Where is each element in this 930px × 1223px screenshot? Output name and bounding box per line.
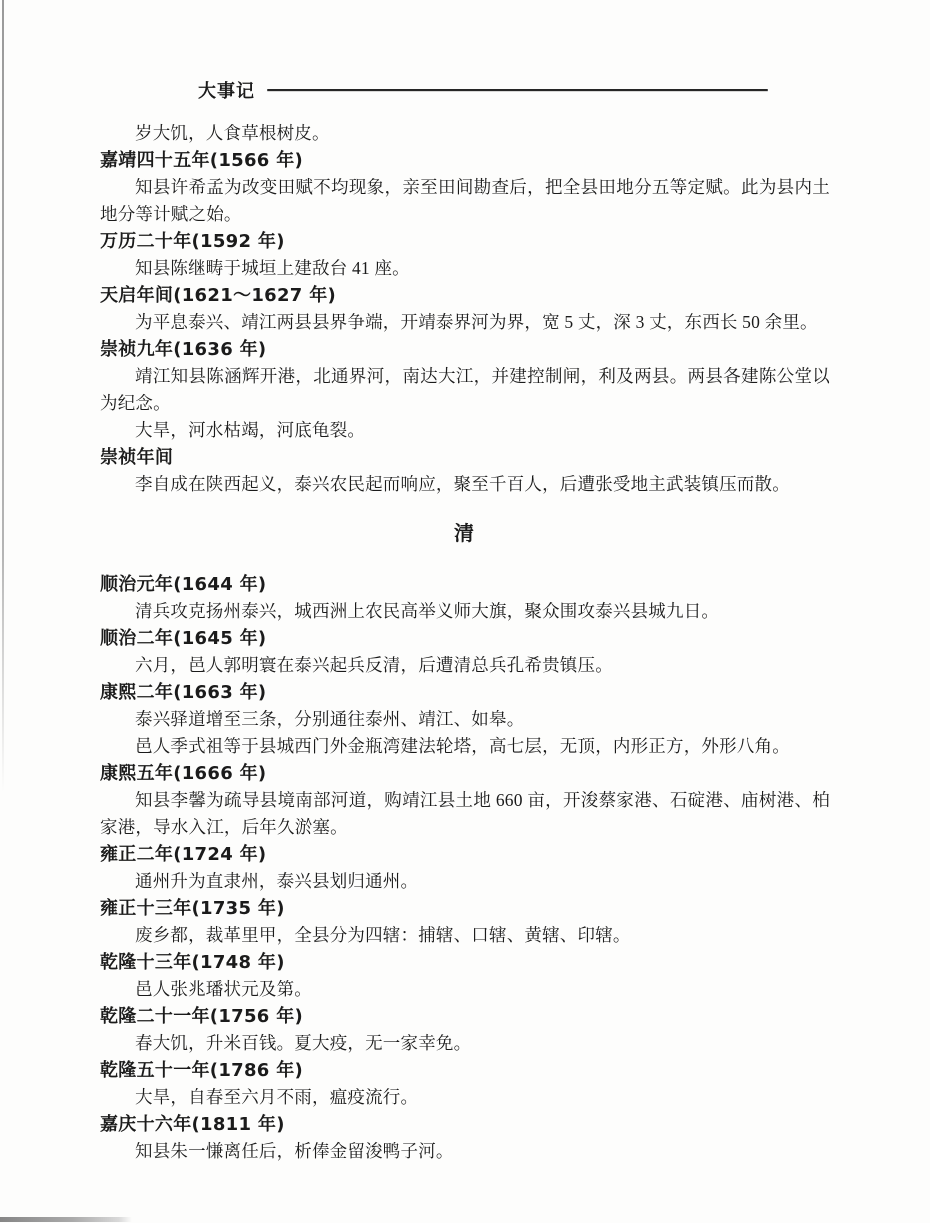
running-head-title: 大事记: [198, 81, 255, 102]
entry-para: 李自成在陕西起义，泰兴农民起而响应，聚至千百人，后遭张受地主武装镇压而散。: [135, 474, 790, 494]
entry-para: 大旱，河水枯竭，河底龟裂。: [135, 420, 366, 440]
entry-para: 邑人张兆璠状元及第。: [135, 979, 312, 999]
entry-heading: 崇祯九年(1636 年): [100, 339, 267, 360]
entry-para: 废乡都，裁革里甲，全县分为四辖：捕辖、口辖、黄辖、印辖。: [135, 925, 631, 945]
entry-heading: 顺治二年(1645 年): [100, 628, 267, 649]
entry-para: 为平息泰兴、靖江两县县界争端，开靖泰界河为界，宽 5 丈，深 3 丈，东西长 50 余里。: [135, 312, 818, 332]
entry-para: 知县许希孟为改变田赋不均现象，亲至田间勘查后，把全县田地分五等定赋。此为县内土地分等计赋之始。: [100, 177, 830, 224]
entry-heading: 乾隆十三年(1748 年): [100, 952, 285, 973]
entry-heading: 嘉庆十六年(1811 年): [100, 1114, 285, 1135]
chronicle-text-block: [100, 120, 830, 1165]
entry-para: 知县朱一慊离任后，析俸金留浚鸭子河。: [135, 1141, 454, 1161]
entry-para: 泰兴驿道增至三条，分别通往泰州、靖江、如皋。: [135, 709, 525, 729]
entry-para: 清兵攻克扬州泰兴，城西洲上农民高举义师大旗，聚众围攻泰兴县城九日。: [135, 601, 720, 621]
entry-para: 知县李馨为疏导县境南部河道，购靖江县土地 660 亩，开浚蔡家港、石碇港、庙树港、柏家港，导水入江，后年久淤塞。: [100, 790, 830, 837]
entry-heading: 顺治元年(1644 年): [100, 574, 267, 595]
scan-bottom-artifact: [0, 1217, 132, 1222]
scan-edge-line: [2, 0, 4, 792]
entry-para: 大旱，自春至六月不雨，瘟疫流行。: [135, 1087, 419, 1107]
entry-para: 靖江知县陈涵辉开港，北通界河，南达大江，并建控制闸，利及两县。两县各建陈公堂以为纪念。: [100, 366, 830, 413]
running-head-rule: [267, 89, 768, 91]
entry-heading: 雍正十三年(1735 年): [100, 898, 285, 919]
entry-heading: 康熙五年(1666 年): [100, 763, 267, 784]
entry-para: 通州升为直隶州，泰兴县划归通州。: [135, 871, 419, 891]
entry-heading: 嘉靖四十五年(1566 年): [100, 150, 304, 171]
entry-para: 春大饥，升米百钱。夏大疫，无一家幸免。: [135, 1033, 472, 1053]
running-head: [198, 77, 768, 103]
entry-heading: 崇祯年间: [100, 447, 174, 468]
entry-heading: 乾隆五十一年(1786 年): [100, 1060, 304, 1081]
entry-heading: 天启年间(1621～1627 年): [100, 285, 337, 306]
entry-para: 六月，邑人郭明寰在泰兴起兵反清，后遭清总兵孔希贵镇压。: [135, 655, 613, 675]
entry-heading: 乾隆二十一年(1756 年): [100, 1006, 304, 1027]
entry-heading: 万历二十年(1592 年): [100, 231, 285, 252]
dynasty-section-title: 清: [454, 521, 476, 545]
entry-heading: 康熙二年(1663 年): [100, 682, 267, 703]
entry-para: 邑人季式祖等于县城西门外金瓶湾建法轮塔，高七层，无顶，内形正方，外形八角。: [135, 736, 790, 756]
entry-para: 岁大饥，人食草根树皮。: [135, 123, 330, 143]
entry-para: 知县陈继畴于城垣上建敌台 41 座。: [135, 258, 410, 278]
entry-heading: 雍正二年(1724 年): [100, 844, 267, 865]
